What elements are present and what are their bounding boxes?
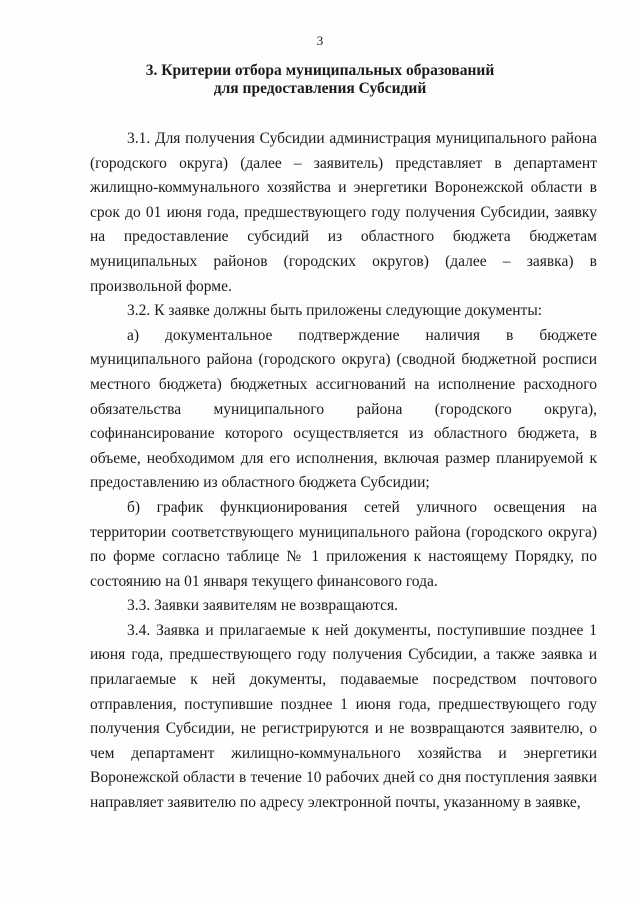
section-heading-line-1: 3. Критерии отбора муниципальных образований <box>145 62 495 79</box>
document-body <box>90 127 597 816</box>
paragraph-3-3: 3.3. Заявки заявителям не возвращаются. <box>127 597 398 615</box>
paragraph-3-2-a: а) документальное подтверждение наличия в бюджете муниципального района (городского округа) (сводной бюджетной росписи местного бюджета) бюджетных ассигнований на исполнение расходного обязательства муниципального района (городского округа), софинансирование которого осуществляется из областного бюджета, в объеме, необходимом для его исполнения, включая размер планируемой к предоставлению из областного бюджета Субсидии; <box>90 326 597 492</box>
paragraph-3-2: 3.2. К заявке должны быть приложены следующие документы: <box>127 302 543 320</box>
paragraph-3-1: 3.1. Для получения Субсидии администрация муниципального района (городского округа) (далее – заявитель) представляет в департамент жилищно-коммунального хозяйства и энергетики Воронежской области в срок до 01 июня года, предшествующего году получения Субсидии, заявку на предоставление субсидий из областного бюджета бюджетам муниципальных районов (городских округов) (далее – заявка) в произвольной форме. <box>90 130 597 295</box>
paragraph-3-2-b: б) график функционирования сетей уличного освещения на территории соответствующего муниципального района (городского округа) по форме согласно таблице № 1 приложения к настоящему Порядку, по состоянию на 01 января текущего финансового года. <box>90 498 597 590</box>
paragraph-3-4: 3.4. Заявка и прилагаемые к ней документы, поступившие позднее 1 июня года, предшествующего году получения Субсидии, а также заявка и прилагаемые к ней документы, подаваемые посредством почтового отправления, поступившие позднее 1 июня года, предшествующего году получения Субсидии, не регистрируются и не возвращаются заявителю, о чем департамент жилищно-коммунального хозяйства и энергетики Воронежской области в течение 10 рабочих дней со дня поступления заявки направляет заявителю по адресу электронной почты, указанному в заявке, <box>90 621 597 812</box>
section-heading-line-2: для предоставления Субсидий <box>213 80 427 97</box>
section-heading <box>90 62 550 98</box>
page-number: 3 <box>316 33 324 48</box>
